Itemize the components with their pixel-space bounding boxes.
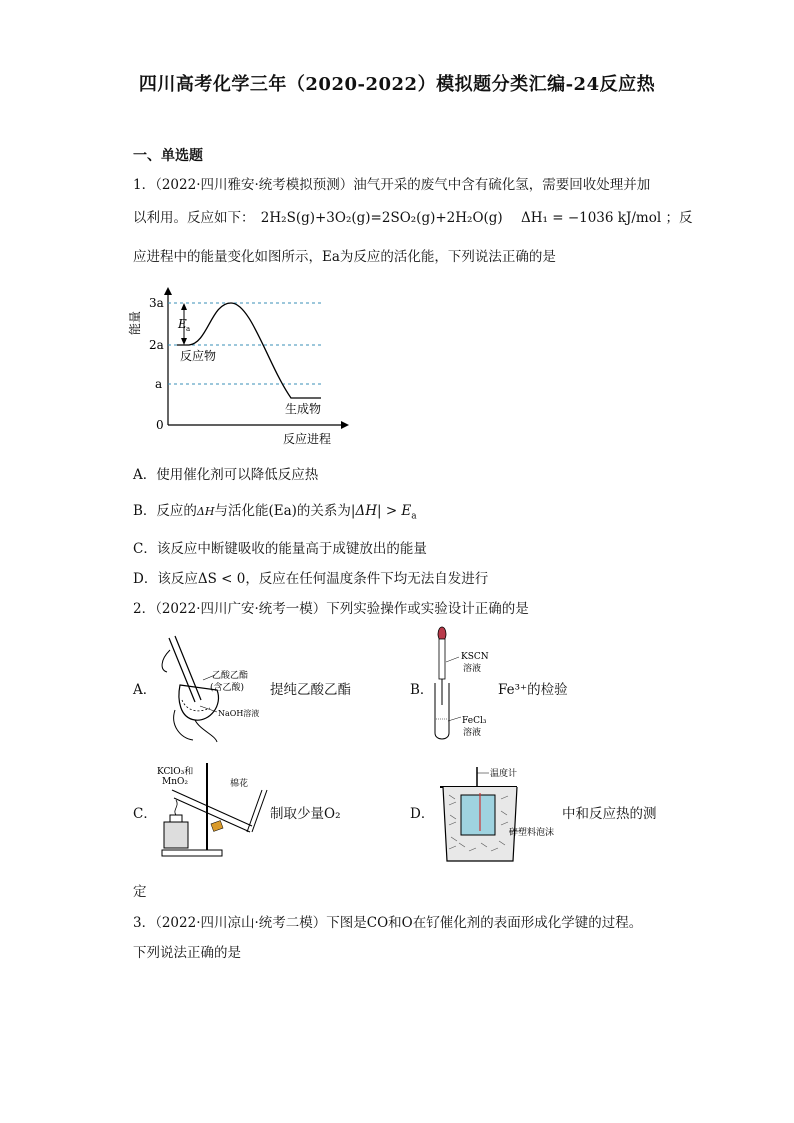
ea-sub: a — [186, 325, 191, 333]
separatory-funnel-figure — [155, 630, 270, 745]
q1-option-b — [133, 499, 417, 522]
q3-line2: 下列说法正确的是 — [133, 945, 241, 961]
q2-option-a-letter: A． — [133, 682, 157, 698]
q1-option-c: C．该反应中断键吸收的能量高于成键放出的能量 — [133, 541, 427, 557]
kscn-label: KSCN — [461, 652, 489, 662]
q2-option-d-text: 中和反应热的测 — [562, 806, 657, 822]
acid-label: (含乙酸) — [210, 683, 245, 693]
fecl3-solution-label: 溶液 — [463, 728, 482, 738]
q2-option-b-letter: B． — [410, 682, 434, 698]
q2-option-c-text: 制取少量O₂ — [270, 806, 341, 822]
q1-line2 — [133, 206, 692, 226]
tick-3a: 3a — [149, 296, 164, 310]
mno2-label: MnO₂ — [162, 777, 188, 787]
q2-option-b-text: Fe³⁺的检验 — [498, 682, 568, 698]
q1-line1: 1．（2022·四川雅安·统考模拟预测）油气开采的废气中含有硫化氢，需要回收处理并加 — [133, 177, 651, 193]
tick-0: 0 — [156, 418, 164, 432]
q1-line2-suffix: ；反 — [665, 210, 693, 226]
fecl3-label: FeCl₃ — [462, 716, 487, 726]
page-title: 四川高考化学三年（2020-2022）模拟题分类汇编-24反应热 — [138, 74, 656, 95]
q2-stem: 2．（2022·四川广安·统考一模）下列实验操作或实验设计正确的是 — [133, 601, 529, 617]
foam-label: 碎塑料泡沫 — [509, 828, 555, 838]
q2-option-d-tail: 定 — [133, 884, 147, 900]
energy-diagram — [128, 285, 353, 450]
q2-option-a-text: 提纯乙酸乙酯 — [270, 682, 351, 698]
y-axis-label: 能量 — [128, 310, 142, 335]
q1-option-b-prefix: B．反应的 — [133, 503, 197, 519]
q1-option-b-relation: |ΔH| > E — [350, 503, 412, 519]
q1-option-a: A．使用催化剂可以降低反应热 — [133, 467, 319, 483]
q1-delta-h: ΔH₁ = −1036 kJ/mol — [520, 210, 662, 226]
q1-option-d-ds: ΔS < 0 — [197, 571, 246, 587]
cotton-label: 棉花 — [230, 779, 249, 789]
test-tube-figure — [425, 625, 505, 745]
q3-line1: 3．（2022·四川凉山·统考二模）下图是CO和O在钌催化剂的表面形成化学键的过程。 — [133, 915, 643, 931]
tick-2a: 2a — [149, 338, 164, 352]
ester-label: 乙酸乙酯 — [212, 671, 249, 681]
naoh-label: NaOH溶液 — [218, 709, 260, 718]
q1-option-b-sub: a — [411, 511, 417, 522]
q1-option-d-suffix: ，反应在任何温度条件下均无法自发进行 — [245, 571, 489, 587]
q1-option-d — [133, 567, 488, 587]
product-label: 生成物 — [285, 402, 322, 416]
section-heading: 一、单选题 — [133, 148, 203, 164]
ea-label: E — [178, 317, 187, 331]
q1-option-d-prefix: D．该反应 — [133, 571, 198, 587]
thermometer-label: 温度计 — [490, 769, 518, 779]
q2-option-d-letter: D． — [410, 806, 435, 822]
reactant-label: 反应物 — [180, 349, 217, 363]
q1-line2-prefix: 以利用。反应如下： — [133, 210, 255, 226]
calorimeter-figure — [435, 765, 565, 865]
x-axis-label: 反应进程 — [283, 432, 332, 446]
q2-option-c-letter: C． — [133, 806, 157, 822]
q1-option-b-mid: 与活化能(Ea)的关系为 — [214, 503, 351, 519]
oxygen-setup-figure — [152, 760, 272, 860]
q1-option-b-dh: ΔH — [196, 505, 215, 518]
q1-line3: 应进程中的能量变化如图所示，Ea为反应的活化能，下列说法正确的是 — [133, 249, 556, 265]
kclo3-label: KClO₃和 — [157, 767, 194, 777]
q1-equation: 2H₂S(g)+3O₂(g)=2SO₂(g)+2H₂O(g) — [260, 210, 503, 226]
tick-a: a — [155, 377, 163, 391]
kscn-solution-label: 溶液 — [463, 664, 482, 674]
